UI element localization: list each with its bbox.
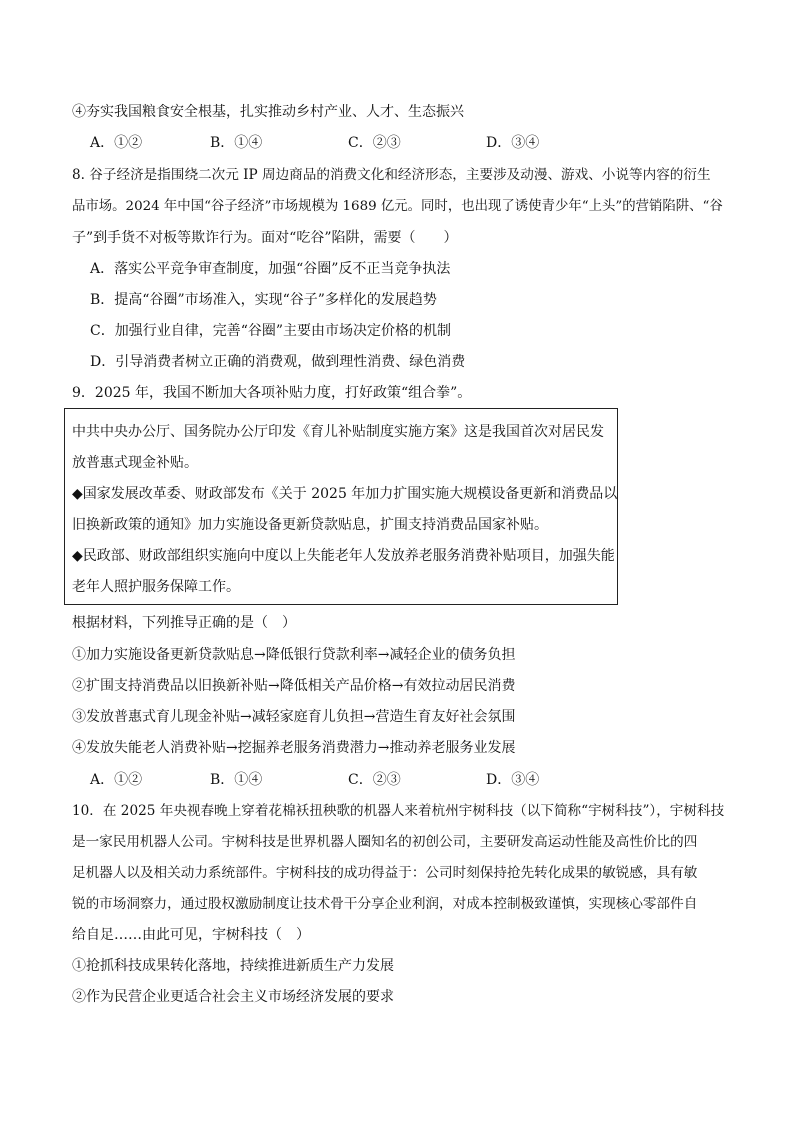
q9-option-c: C．②③ [348, 772, 401, 788]
q9-item-2: ②扩围支持消费品以旧换新补贴→降低相关产品价格→有效拉动居民消费 [72, 678, 516, 694]
q10-stem-line-3: 足机器人以及相关动力系统部件。宇树科技的成功得益于：公司时刻保持抢先转化成果的敏锐感，具有敏 [72, 865, 698, 881]
q8-stem-line-2: 品市场。2024 年中国“谷子经济”市场规模为 1689 亿元。同时，也出现了诱使青少年“上头”的营销陷阱、“谷 [72, 199, 723, 214]
q9-item-4: ④发放失能老人消费补贴→挖掘养老服务消费潜力→推动养老服务业发展 [72, 740, 516, 756]
q7-option-c: C．②③ [348, 135, 401, 151]
q7-option-d: D．③④ [486, 135, 540, 151]
q8-choice-d: D．引导消费者树立正确的消费观，做到理性消费、绿色消费 [90, 354, 466, 370]
q9-material-line-6: 老年人照护服务保障工作。 [72, 579, 240, 595]
q10-item-1: ①抢抓科技成果转化落地，持续推进新质生产力发展 [72, 958, 394, 974]
q9-material-line-3: ◆国家发展改革委、财政部发布《关于 2025 年加力扩围实施大规模设备更新和消费品以 [72, 486, 618, 502]
q10-stem-line-4: 锐的市场洞察力，通过股权激励制度让技术骨干分享企业利润，对成本控制极致谨慎，实现核心零部件自 [72, 896, 698, 912]
q9-stem: 9．2025 年，我国不断加大各项补贴力度，打好政策“组合拳”。 [72, 385, 472, 401]
q9-material-line-5: ◆民政部、财政部组织实施向中度以上失能老年人发放养老服务消费补贴项目，加强失能 [72, 548, 615, 564]
q9-options [90, 771, 610, 789]
q8-choice-c: C．加强行业自律，完善“谷圈”主要由市场决定价格的机制 [90, 323, 452, 339]
q10-stem-line-2: 是一家民用机器人公司。宇树科技是世界机器人圈知名的初创公司，主要研发高运动性能及高性价比的四 [72, 834, 698, 850]
q10-stem-line-1: 10．在 2025 年央视春晚上穿着花棉袄扭秧歌的机器人来着杭州宇树科技（以下简称“宇树科技”），宇树科技 [72, 803, 725, 819]
q9-option-b: B．①④ [210, 772, 263, 788]
q9-question: 根据材料，下列推导正确的是（ ） [72, 615, 296, 631]
q9-material-line-1: 中共中央办公厅、国务院办公厅印发《育儿补贴制度实施方案》这是我国首次对居民发 [72, 424, 604, 440]
q7-option-b: B．①④ [210, 135, 263, 151]
q8-stem-line-3: 子”到手货不对板等欺诈行为。面对“吃谷”陷阱，需要（ ） [72, 230, 458, 246]
q9-item-1: ①加力实施设备更新贷款贴息→降低银行贷款利率→减轻企业的债务负担 [72, 647, 516, 663]
q10-item-2: ②作为民营企业更适合社会主义市场经济发展的要求 [72, 989, 394, 1005]
q9-material-line-4: 旧换新政策的通知》加力实施设备更新贷款贴息，扩围支持消费品国家补贴。 [72, 517, 548, 533]
q8-choice-a: A．落实公平竞争审查制度，加强“谷圈”反不正当竞争执法 [90, 261, 451, 277]
q8-choice-b: B．提高“谷圈”市场准入，实现“谷子”多样化的发展趋势 [90, 292, 437, 308]
q10-stem-line-5: 给自足……由此可见，宇树科技（ ） [72, 927, 310, 943]
q9-item-3: ③发放普惠式育儿现金补贴→减轻家庭育儿负担→营造生育友好社会氛围 [72, 709, 516, 725]
q7-item-4: ④夯实我国粮食安全根基，扎实推动乡村产业、人才、生态振兴 [72, 104, 464, 120]
q9-option-a: A．①② [90, 772, 143, 788]
q7-option-a: A．①② [90, 135, 143, 151]
q9-material-line-2: 放普惠式现金补贴。 [72, 455, 198, 471]
q8-stem-line-1: 8. 谷子经济是指围绕二次元 IP 周边商品的消费文化和经济形态，主要涉及动漫、游戏、小说等内容的衍生 [72, 167, 711, 183]
q9-option-d: D．③④ [486, 772, 540, 788]
q7-options [90, 134, 610, 152]
